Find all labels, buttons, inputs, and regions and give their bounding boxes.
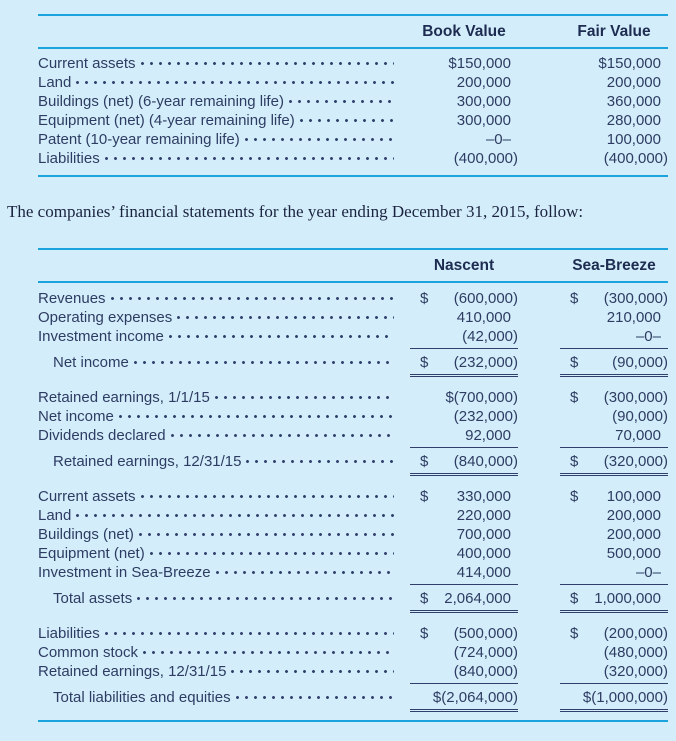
amount-value: (300,000) <box>603 290 668 307</box>
amount-value: 200,000 <box>606 526 661 543</box>
amount-value: 92,000 <box>465 427 511 444</box>
table-row <box>38 327 668 349</box>
dollar-sign: $ <box>570 453 579 470</box>
financial-statements-table-body <box>38 283 668 720</box>
nascent-cell <box>410 506 518 525</box>
row-label: Retained earnings, 12/31/15 <box>53 453 242 470</box>
fair-value-table <box>38 14 668 177</box>
amount-value: 410,000 <box>456 309 511 326</box>
row-label: Land <box>38 507 72 524</box>
row-label: Equipment (net) <box>38 545 145 562</box>
table-row <box>38 506 668 525</box>
nascent-cell <box>410 643 518 662</box>
row-label: Dividends declared <box>38 427 166 444</box>
dollar-sign: $ <box>570 625 579 642</box>
sea-breeze-cell <box>560 525 668 544</box>
row-label: Investment in Sea-Breeze <box>38 564 211 581</box>
amount-value: 220,000 <box>456 507 511 524</box>
amount-value: (300,000) <box>603 389 668 406</box>
book-value-cell <box>410 111 518 130</box>
financial-statements-table-header <box>38 250 668 283</box>
amount-value: (400,000) <box>453 150 518 167</box>
table-row <box>38 407 668 426</box>
book-value-cell <box>410 149 518 168</box>
row-label: Buildings (net) (6-year remaining life) <box>38 93 284 110</box>
amount-value: 200,000 <box>456 74 511 91</box>
amount-value: $150,000 <box>448 55 511 72</box>
sea-breeze-cell <box>560 624 668 643</box>
amount-value: 300,000 <box>456 93 511 110</box>
dollar-sign: $ <box>420 590 429 607</box>
nascent-cell <box>410 289 518 308</box>
amount-value: 70,000 <box>615 427 661 444</box>
amount-value: (232,000) <box>453 354 518 371</box>
table-row <box>38 426 668 448</box>
amount-value: 400,000 <box>456 545 511 562</box>
row-label: Current assets <box>38 488 136 505</box>
amount-value: $150,000 <box>598 55 661 72</box>
dollar-sign: $ <box>570 354 579 371</box>
amount-value: –0– <box>485 131 511 148</box>
amount-value: (90,000) <box>612 408 668 425</box>
sea-breeze-cell <box>560 506 668 525</box>
row-label: Operating expenses <box>38 309 173 326</box>
nascent-cell <box>410 487 518 506</box>
column-header-book-value: Book Value <box>422 23 506 40</box>
table-row <box>38 662 668 684</box>
amount-value: 200,000 <box>606 507 661 524</box>
amount-value: $(700,000) <box>445 389 518 406</box>
nascent-cell <box>410 426 518 448</box>
fair-value-cell <box>560 111 668 130</box>
sea-breeze-cell <box>560 407 668 426</box>
amount-value: (320,000) <box>603 453 668 470</box>
amount-value: 2,064,000 <box>444 590 511 607</box>
sea-breeze-cell <box>560 388 668 407</box>
amount-value: (840,000) <box>453 663 518 680</box>
dollar-sign: $ <box>420 625 429 642</box>
nascent-cell <box>410 563 518 585</box>
sea-breeze-cell <box>560 426 668 448</box>
fair-value-cell <box>560 130 668 149</box>
table-row <box>38 308 668 327</box>
book-value-cell <box>410 54 518 73</box>
sea-breeze-cell <box>560 544 668 563</box>
amount-value: 100,000 <box>606 131 661 148</box>
amount-value: 360,000 <box>606 93 661 110</box>
fair-value-table-body <box>38 49 668 175</box>
book-value-cell <box>410 92 518 111</box>
book-value-cell <box>410 73 518 92</box>
dollar-sign: $ <box>420 354 429 371</box>
row-label: Common stock <box>38 644 139 661</box>
amount-value: (500,000) <box>453 625 518 642</box>
nascent-cell <box>410 452 518 476</box>
row-label: Buildings (net) <box>38 526 134 543</box>
table-row <box>38 487 668 506</box>
amount-value: (400,000) <box>603 150 668 167</box>
nascent-cell <box>410 688 518 712</box>
dollar-sign: $ <box>570 590 579 607</box>
book-value-cell <box>410 130 518 149</box>
sea-breeze-cell <box>560 589 668 613</box>
sea-breeze-cell <box>560 688 668 712</box>
row-label: Revenues <box>38 290 106 307</box>
row-label: Total liabilities and equities <box>53 689 231 706</box>
amount-value: 300,000 <box>456 112 511 129</box>
row-label: Total assets <box>53 590 133 607</box>
table-row <box>38 111 668 130</box>
sea-breeze-cell <box>560 452 668 476</box>
amount-value: $(1,000,000) <box>582 689 668 706</box>
table-row <box>38 525 668 544</box>
amount-value: (480,000) <box>603 644 668 661</box>
sea-breeze-cell <box>560 327 668 349</box>
dollar-sign: $ <box>570 389 579 406</box>
dollar-sign: $ <box>420 290 429 307</box>
amount-value: –0– <box>635 564 661 581</box>
table-row <box>38 589 668 613</box>
amount-value: 200,000 <box>606 74 661 91</box>
table-row <box>38 353 668 377</box>
sea-breeze-cell <box>560 487 668 506</box>
nascent-cell <box>410 407 518 426</box>
table-row <box>38 563 668 585</box>
row-label: Investment income <box>38 328 164 345</box>
financial-statements-table <box>38 248 668 722</box>
amount-value: 100,000 <box>606 488 661 505</box>
fair-value-table-header <box>38 16 668 49</box>
row-label: Land <box>38 74 72 91</box>
row-label: Liabilities <box>38 625 100 642</box>
sea-breeze-cell <box>560 662 668 684</box>
dollar-sign: $ <box>570 488 579 505</box>
amount-value: 280,000 <box>606 112 661 129</box>
fair-value-cell <box>560 149 668 168</box>
amount-value: (724,000) <box>453 644 518 661</box>
row-label: Net income <box>53 354 129 371</box>
amount-value: (232,000) <box>453 408 518 425</box>
amount-value: (320,000) <box>603 663 668 680</box>
fair-value-cell <box>560 73 668 92</box>
amount-value: (200,000) <box>603 625 668 642</box>
nascent-cell <box>410 624 518 643</box>
table-row <box>38 73 668 92</box>
dollar-sign: $ <box>570 290 579 307</box>
table-row <box>38 92 668 111</box>
table-row <box>38 452 668 476</box>
fair-value-cell <box>560 92 668 111</box>
sea-breeze-cell <box>560 563 668 585</box>
row-label: Net income <box>38 408 114 425</box>
amount-value: (600,000) <box>453 290 518 307</box>
amount-value: –0– <box>635 328 661 345</box>
nascent-cell <box>410 662 518 684</box>
row-label: Retained earnings, 12/31/15 <box>38 663 227 680</box>
nascent-cell <box>410 353 518 377</box>
table-row <box>38 388 668 407</box>
dollar-sign: $ <box>420 488 429 505</box>
nascent-cell <box>410 308 518 327</box>
table-row <box>38 289 668 308</box>
sea-breeze-cell <box>560 353 668 377</box>
row-label: Equipment (net) (4-year remaining life) <box>38 112 295 129</box>
nascent-cell <box>410 544 518 563</box>
table-row <box>38 149 668 168</box>
table-row <box>38 643 668 662</box>
amount-value: 500,000 <box>606 545 661 562</box>
nascent-cell <box>410 327 518 349</box>
table-row <box>38 130 668 149</box>
table-row <box>38 624 668 643</box>
amount-value: $(2,064,000) <box>432 689 518 706</box>
amount-value: (840,000) <box>453 453 518 470</box>
nascent-cell <box>410 589 518 613</box>
row-label: Retained earnings, 1/1/15 <box>38 389 210 406</box>
nascent-cell <box>410 388 518 407</box>
amount-value: 330,000 <box>456 488 511 505</box>
amount-value: (42,000) <box>462 328 518 345</box>
column-header-nascent: Nascent <box>433 257 495 274</box>
table-row <box>38 688 668 712</box>
sea-breeze-cell <box>560 643 668 662</box>
sea-breeze-cell <box>560 289 668 308</box>
nascent-cell <box>410 525 518 544</box>
amount-value: 700,000 <box>456 526 511 543</box>
fair-value-cell <box>560 54 668 73</box>
table-row <box>38 544 668 563</box>
amount-value: 414,000 <box>456 564 511 581</box>
table-row <box>38 54 668 73</box>
amount-value: (90,000) <box>612 354 668 371</box>
sea-breeze-cell <box>560 308 668 327</box>
amount-value: 1,000,000 <box>594 590 661 607</box>
intro-paragraph: The companies’ financial statements for the year ending December 31, 2015, follow: <box>7 202 584 221</box>
row-label: Current assets <box>38 55 136 72</box>
row-label: Liabilities <box>38 150 100 167</box>
column-header-fair-value: Fair Value <box>577 23 651 40</box>
dollar-sign: $ <box>420 453 429 470</box>
column-header-sea-breeze: Sea-Breeze <box>572 257 656 274</box>
amount-value: 210,000 <box>606 309 661 326</box>
row-label: Patent (10-year remaining life) <box>38 131 240 148</box>
